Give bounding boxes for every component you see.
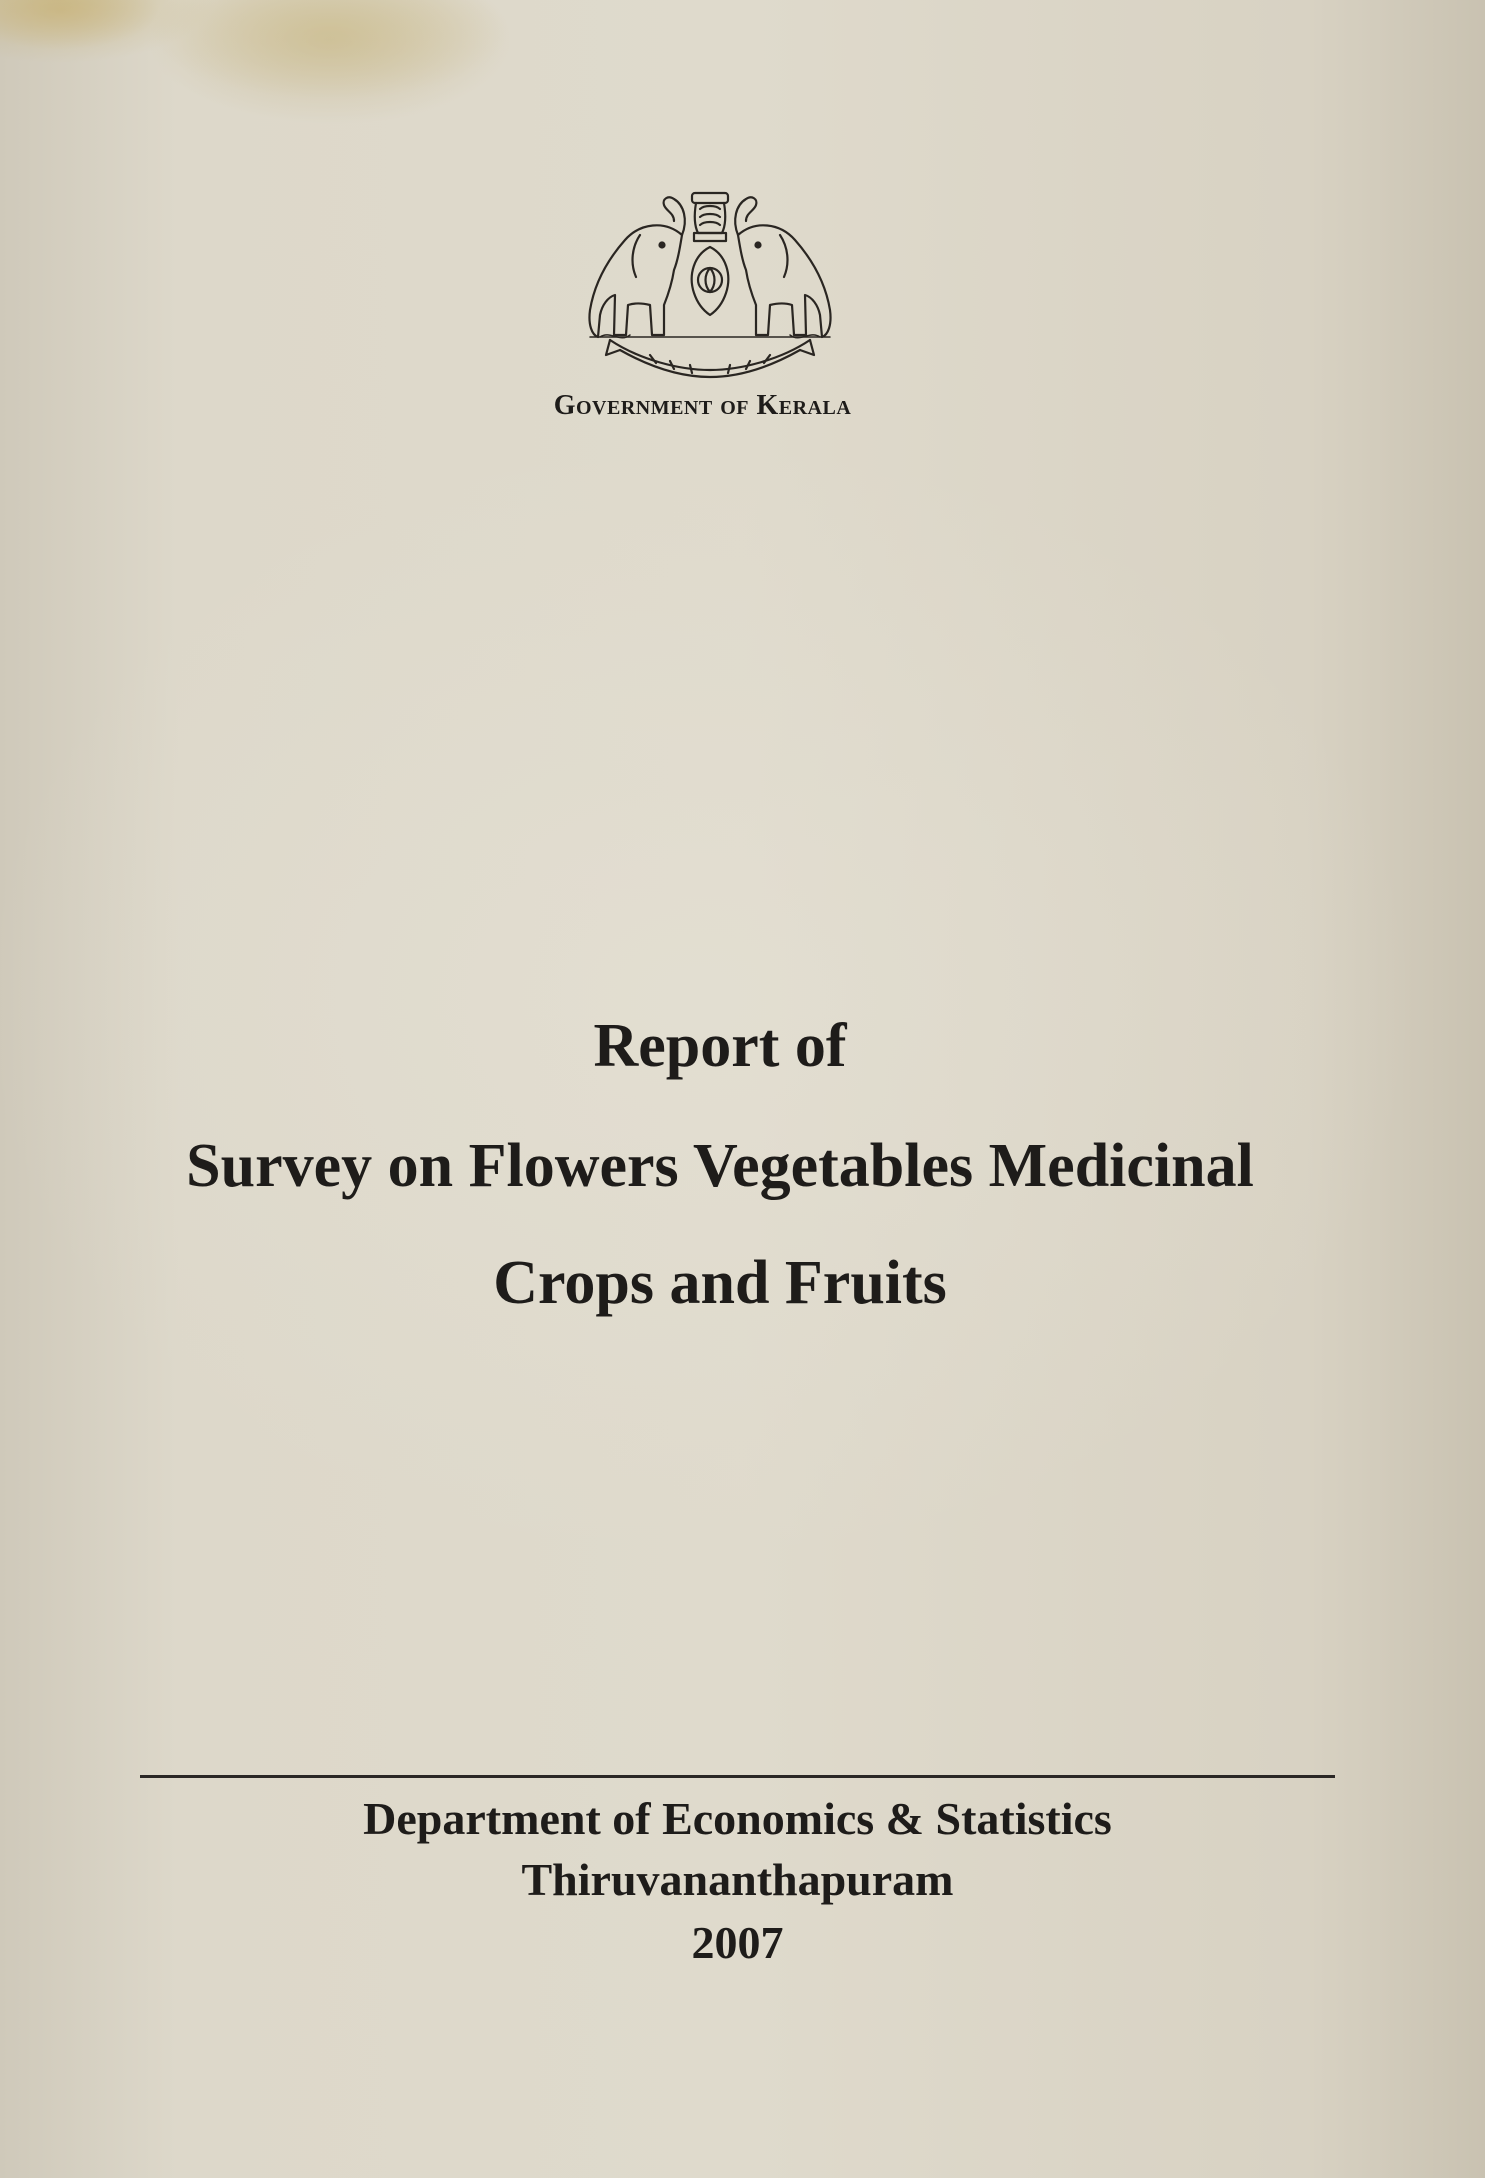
report-title-line-1: Report of — [593, 1012, 847, 1080]
footer-divider — [140, 1775, 1335, 1778]
water-stain — [0, 0, 160, 50]
publication-year: 2007 — [691, 1917, 784, 1968]
city-name: Thiruvananthapuram — [521, 1854, 954, 1905]
water-stain — [150, 0, 510, 100]
kerala-state-emblem-icon — [570, 185, 850, 385]
report-title-line-2: Survey on Flowers Vegetables Medicinal — [186, 1132, 1254, 1200]
government-heading: Government of Kerala — [553, 390, 852, 421]
report-title-line-3: Crops and Fruits — [493, 1249, 947, 1317]
department-name: Department of Economics & Statistics — [363, 1793, 1112, 1844]
